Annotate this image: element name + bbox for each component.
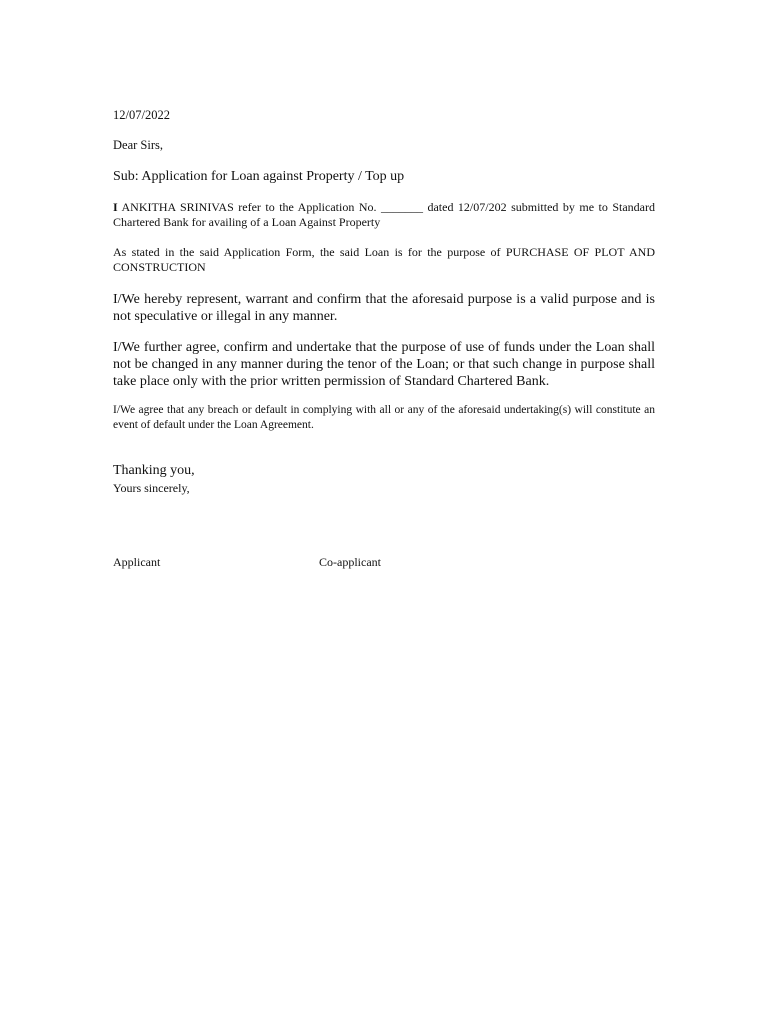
paragraph-lead: I bbox=[113, 200, 118, 214]
paragraph-representation: I/We hereby represent, warrant and confirm that the aforesaid purpose is a valid purpose and is not speculative or illegal in any manner. bbox=[113, 292, 655, 324]
letter-subject: Sub: Application for Loan against Property / Top up bbox=[113, 169, 405, 184]
letter-greeting: Dear Sirs, bbox=[113, 138, 163, 152]
paragraph-undertaking: I/We further agree, confirm and undertake that the purpose of use of funds under the Loan shall not be changed in any manner during the tenor of the Loan; or that such change in purpose shall take place only with the prior written permission of Standard Chartered Bank. bbox=[113, 340, 655, 389]
paragraph-loan-purpose: As stated in the said Application Form, the said Loan is for the purpose of PURCHASE OF PLOT AND CONSTRUCTION bbox=[113, 245, 655, 274]
paragraph-body: ANKITHA SRINIVAS refer to the Application No. _______ dated 12/07/202 submitted by me to Standard Chartered Bank for availing of a Loan Against Property bbox=[113, 200, 655, 229]
paragraph-default-clause: I/We agree that any breach or default in complying with all or any of the aforesaid undertaking(s) will constitute an event of default under the Loan Agreement. bbox=[113, 404, 655, 431]
signature-co-applicant-label: Co-applicant bbox=[319, 555, 381, 569]
closing-thanks: Thanking you, bbox=[113, 463, 195, 478]
signature-applicant-label: Applicant bbox=[113, 555, 161, 569]
paragraph-application-reference bbox=[113, 200, 655, 230]
letter-date: 12/07/2022 bbox=[113, 108, 170, 122]
closing-yours: Yours sincerely, bbox=[113, 481, 190, 495]
